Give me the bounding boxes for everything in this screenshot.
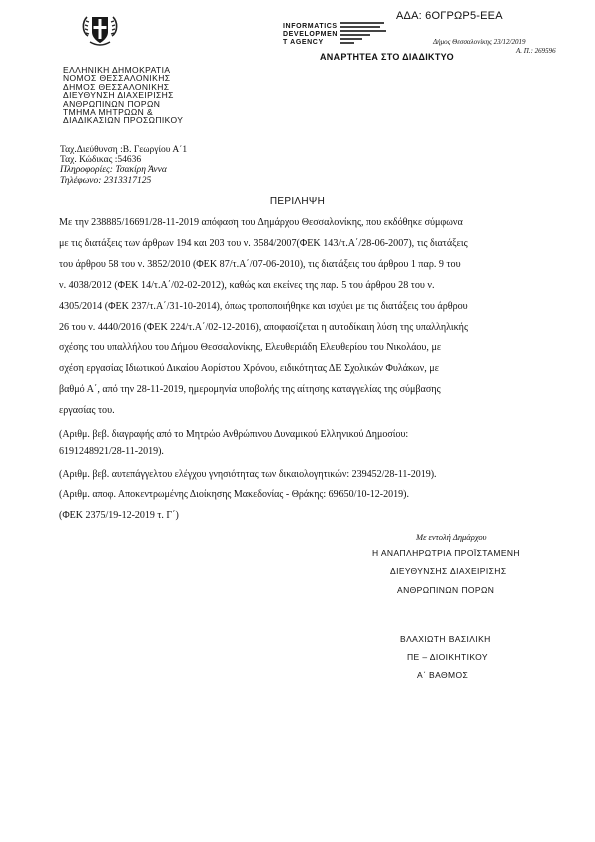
body-line: 26 του ν. 4440/2016 (ΦΕΚ 224/τ.Α΄/02-12-2016), αποφασίζεται η αυτοδίκαιη λύση της υπαλληλικής bbox=[59, 321, 468, 333]
body-line: του άρθρου 58 του ν. 3852/2010 (ΦΕΚ 87/τ.Α΄/07-06-2010), τις διατάξεις του άρθρου 1 παρ. 9 του bbox=[59, 258, 461, 270]
signatory-name: ΒΛΑΧΙΩΤΗ ΒΑΣΙΛΙΚΗ bbox=[400, 634, 491, 644]
sender-line: ΑΝΘΡΩΠΙΝΩΝ ΠΟΡΩΝ bbox=[63, 98, 161, 109]
greek-coat-of-arms-icon bbox=[80, 12, 120, 50]
body-line: 4305/2014 (ΦΕΚ 237/τ.Α΄/31-10-2014), όπως τροποποιήθηκε και ισχύει με τις διατάξεις του άρθρου bbox=[59, 300, 468, 312]
sender-line: ΔΙΕΥΘΥΝΣΗ ΔΙΑΧΕΙΡΙΣΗΣ bbox=[63, 90, 174, 101]
signatory-branch: ΠΕ – ΔΙΟΙΚΗΤΙΚΟΥ bbox=[407, 652, 488, 662]
note-line: 6191248921/28-11-2019). bbox=[59, 446, 164, 457]
agency-line: DEVELOPMEN bbox=[283, 31, 339, 38]
body-line: ν. 4038/2012 (ΦΕΚ 14/τ.Α΄/02-02-2012), καθώς και εκείνες της παρ. 5 του άρθρου 28 του ν. bbox=[59, 279, 435, 291]
agency-line: T AGENCY bbox=[283, 39, 324, 46]
body-line: σχέση εργασίας Ιδιωτικού Δικαίου Αορίστου Χρόνου, ειδικότητας ΔΕ Σχολικών Φυλάκων, με bbox=[59, 363, 439, 375]
ada-code: ΑΔΑ: 6ΟΓΡΩΡ5-ΕΕΑ bbox=[396, 10, 503, 22]
contact-phone: Τηλέφωνο: 2313317125 bbox=[60, 175, 152, 186]
note-line: (Αριθμ. βεβ. διαγραφής από το Μητρώο Ανθρώπινου Δυναμικού Ελληνικού Δημοσίου: bbox=[59, 429, 409, 440]
body-line: Με την 238885/16691/28-11-2019 απόφαση του Δημάρχου Θεσσαλονίκης, που εκδόθηκε σύμφωνα bbox=[59, 217, 463, 228]
contact-block bbox=[60, 145, 187, 186]
protocol-number: Α. Π.: 269596 bbox=[516, 47, 556, 55]
summary-body bbox=[59, 213, 545, 422]
contact-address: Ταχ.Διεύθυνση :Β. Γεωργίου Α΄1 bbox=[60, 145, 188, 155]
sender-block bbox=[63, 66, 183, 125]
body-line: με τις διατάξεις των άρθρων 194 και 203 του ν. 3584/2007(ΦΕΚ 143/τ.Α΄/28-06-2007), τις διατάξεις bbox=[59, 237, 468, 249]
document-title: ΠΕΡΙΛΗΨΗ bbox=[269, 196, 326, 207]
sender-line: ΝΟΜΟΣ ΘΕΣΣΑΛΟΝΙΚΗΣ bbox=[63, 73, 171, 84]
sender-line: ΕΛΛΗΝΙΚΗ ΔΗΜΟΚΡΑΤΙΑ bbox=[63, 65, 171, 75]
agency-logo-text bbox=[283, 23, 338, 47]
posting-label: ΑΝΑΡΤΗΤΕΑ ΣΤΟ ΔΙΑΔΙΚΤΥΟ bbox=[320, 52, 454, 62]
agency-line: INFORMATICS bbox=[283, 23, 338, 30]
contact-info: Πληροφορίες: Τσακίρη Άννα bbox=[60, 165, 167, 176]
note-line: (Αριθμ. βεβ. αυτεπάγγελτου ελέγχου γνησιότητας των δικαιολογητικών: 239452/28-11-2019). bbox=[59, 469, 437, 480]
body-line: βαθμό Α΄, από την 28-11-2019, ημερομηνία υποβολής της αίτησης καταγγελίας της σύμβασης bbox=[59, 384, 441, 396]
signature-role-line: Η ΑΝΑΠΛΗΡΩΤΡΙΑ ΠΡΟΪΣΤΑΜΕΝΗ bbox=[372, 548, 520, 558]
note-line: (ΦΕΚ 2375/19-12-2019 τ. Γ΄) bbox=[59, 510, 179, 521]
signature-order-line: Με εντολή Δημάρχου bbox=[416, 532, 487, 542]
document-date: Δήμος Θεσσαλονίκης 23/12/2019 bbox=[433, 38, 526, 46]
body-line: σχέσης του υπαλλήλου του Δήμου Θεσσαλονίκης, Ελευθεριάδη Ελευθερίου του Νικολάου, με bbox=[59, 342, 442, 354]
body-line: εργασίας του. bbox=[59, 405, 115, 417]
signatory-grade: Α΄ ΒΑΘΜΟΣ bbox=[417, 670, 469, 680]
agency-fine-print bbox=[340, 22, 388, 46]
contact-postcode: Ταχ. Κώδικας :54636 bbox=[60, 155, 142, 166]
sender-line: ΔΙΑΔΙΚΑΣΙΩΝ ΠΡΟΣΩΠΙΚΟΥ bbox=[63, 115, 184, 126]
signature-role-line: ΑΝΘΡΩΠΙΝΩΝ ΠΟΡΩΝ bbox=[397, 585, 495, 595]
note-line: (Αριθμ. αποφ. Αποκεντρωμένης Διοίκησης Μακεδονίας - Θράκης: 69650/10-12-2019). bbox=[59, 489, 409, 500]
sender-line: ΤΜΗΜΑ ΜΗΤΡΩΩΝ & bbox=[63, 107, 154, 118]
sender-line: ΔΗΜΟΣ ΘΕΣΣΑΛΟΝΙΚΗΣ bbox=[63, 81, 170, 92]
signature-role-line: ΔΙΕΥΘΥΝΣΗΣ ΔΙΑΧΕΙΡΙΣΗΣ bbox=[390, 566, 507, 576]
